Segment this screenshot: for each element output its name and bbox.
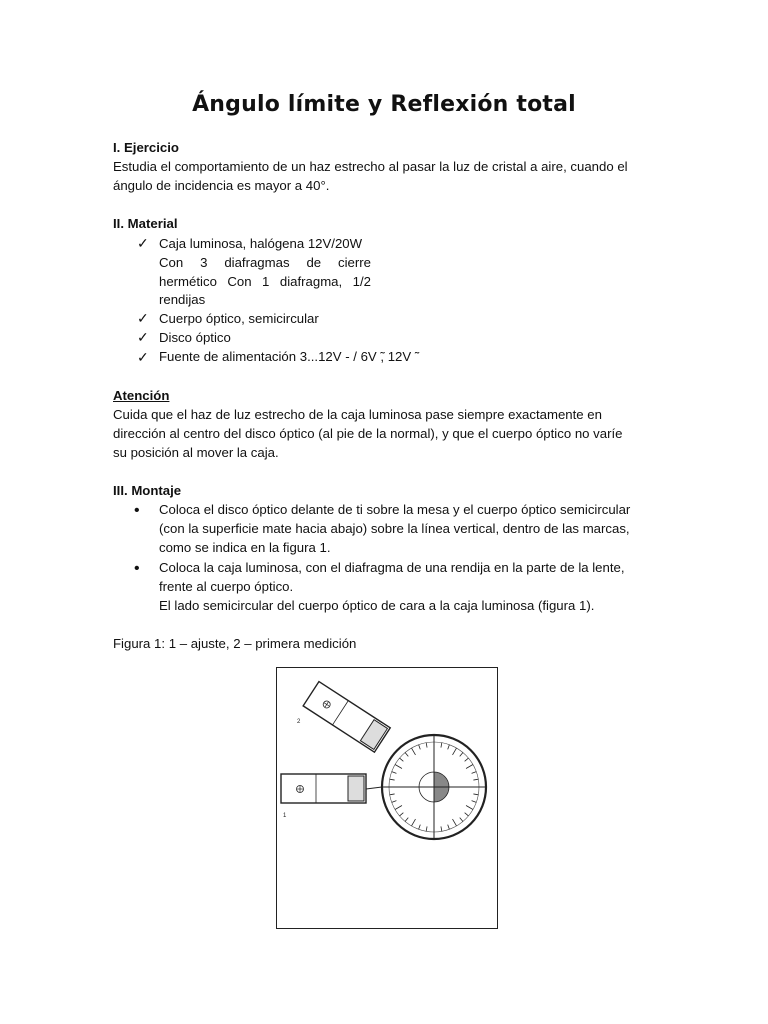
figure-label-1: 1 (283, 813, 287, 819)
check-icon: ✓ (137, 310, 149, 326)
montaje-item-1-line-1: Coloca el disco óptico delante de ti sobre la mesa y el cuerpo óptico semicircular (159, 502, 631, 517)
material-heading: II. Material (113, 216, 178, 231)
montaje-item-1-line-3: como se indica en la figura 1. (159, 540, 331, 555)
montaje-item-2-line-3: El lado semicircular del cuerpo óptico de cara a la caja luminosa (figura 1). (159, 598, 595, 613)
material-item-1-line-4: rendijas (159, 292, 206, 307)
ejercicio-line-1: Estudia el comportamiento de un haz estrecho al pasar la luz de cristal a aire, cuando el (113, 159, 628, 174)
ejercicio-heading: I. Ejercicio (113, 140, 179, 155)
material-item-1-line-3: hermético Con 1 diafragma, 1/2 (159, 274, 371, 289)
figure-caption: Figura 1: 1 – ajuste, 2 – primera medición (113, 636, 357, 651)
bullet-icon: • (134, 502, 140, 519)
optical-disc (382, 735, 486, 839)
check-icon: ✓ (137, 235, 149, 251)
figure-1-diagram (276, 667, 498, 929)
material-item-4: Fuente de alimentación 3...12V - / 6V ̃, 12V ̃ (159, 349, 415, 364)
montaje-item-1-line-2: (con la superficie mate hacia abajo) sobre la línea vertical, dentro de las marcas, (159, 521, 630, 536)
check-icon: ✓ (137, 349, 149, 365)
ejercicio-line-2: ángulo de incidencia es mayor a 40°. (113, 178, 330, 193)
montaje-item-2-line-2: frente al cuerpo óptico. (159, 579, 294, 594)
bullet-icon: • (134, 560, 140, 577)
material-item-1-line-1: Caja luminosa, halógena 12V/20W (159, 236, 363, 251)
figure-label-2: 2 (297, 719, 301, 725)
montaje-heading: III. Montaje (113, 483, 182, 498)
atencion-line-3: su posición al mover la caja. (113, 445, 279, 460)
material-item-1-line-2: Con 3 diafragmas de cierre (159, 255, 371, 270)
atencion-line-1: Cuida que el haz de luz estrecho de la caja luminosa pase siempre exactamente en (113, 407, 602, 422)
material-item-3: Disco óptico (159, 330, 231, 345)
montaje-item-2-line-1: Coloca la caja luminosa, con el diafragma de una rendija en la parte de la lente, (159, 560, 625, 575)
check-icon: ✓ (137, 329, 149, 345)
atencion-heading: Atención (113, 388, 170, 403)
atencion-line-2: dirección al centro del disco óptico (al pie de la normal), y que el cuerpo óptico no varíe (113, 426, 623, 441)
page-title: Ángulo límite y Reflexión total (192, 92, 576, 117)
material-item-2: Cuerpo óptico, semicircular (159, 311, 319, 326)
